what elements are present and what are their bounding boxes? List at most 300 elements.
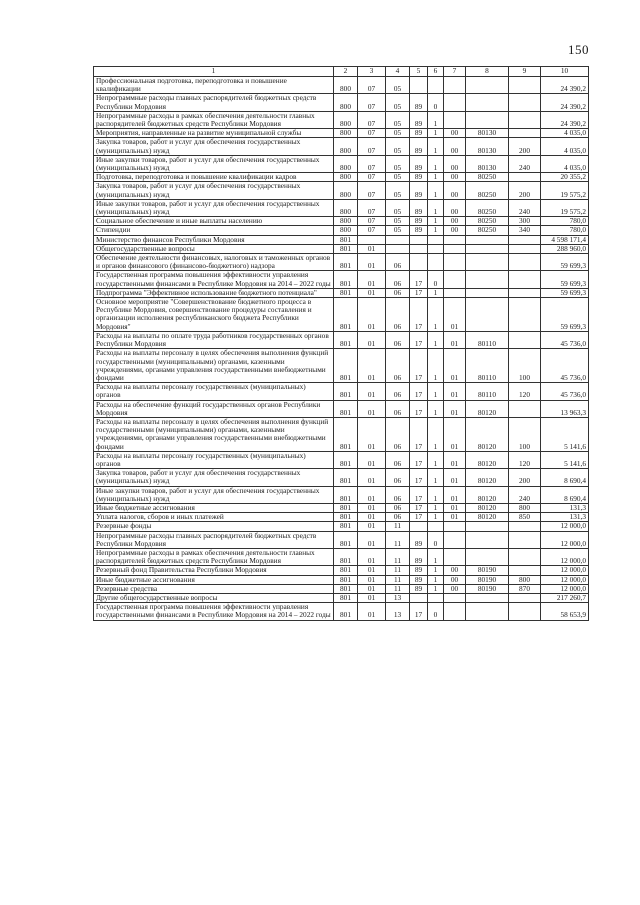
expense-type-cell — [509, 298, 541, 332]
section-code-cell: 07 — [358, 226, 386, 235]
row-name-cell: Подпрограмма "Эффективное использование бюджетного потенциала" — [94, 288, 334, 297]
row-name-cell: Иные бюджетные ассигнования — [94, 575, 334, 584]
event-code-cell — [444, 288, 466, 297]
table-header-row — [94, 67, 589, 77]
row-name-cell: Иные закупки товаров, работ и услуг для обеспечения государственных (муниципальных) нужд — [94, 486, 334, 503]
direction-code-cell — [466, 77, 509, 94]
direction-code-cell — [466, 271, 509, 288]
program-code-cell — [410, 77, 428, 94]
subprogram-code-cell: 1 — [428, 486, 444, 503]
subsection-code-cell: 06 — [386, 383, 410, 400]
gv-code-cell: 800 — [334, 199, 358, 216]
section-code-cell: 07 — [358, 129, 386, 138]
row-name-cell: Подготовка, переподготовка и повышение квалификации кадров — [94, 173, 334, 182]
table-row — [94, 331, 589, 348]
subprogram-code-cell: 0 — [428, 531, 444, 548]
direction-code-cell — [466, 593, 509, 602]
event-code-cell: 01 — [444, 451, 466, 468]
program-code-cell: 89 — [410, 173, 428, 182]
expense-type-cell: 240 — [509, 486, 541, 503]
row-name-cell: Расходы на обеспечение функций государственных органов Республики Мордовия — [94, 400, 334, 417]
row-name-cell: Иные закупки товаров, работ и услуг для обеспечения государственных (муниципальных) нужд — [94, 199, 334, 216]
direction-code-cell: 80190 — [466, 566, 509, 575]
event-code-cell: 00 — [444, 155, 466, 172]
table-row — [94, 155, 589, 172]
gv-code-cell: 801 — [334, 522, 358, 531]
program-code-cell: 89 — [410, 129, 428, 138]
table-row — [94, 566, 589, 575]
gv-code-cell: 800 — [334, 173, 358, 182]
row-name-cell: Иные закупки товаров, работ и услуг для обеспечения государственных (муниципальных) нужд — [94, 155, 334, 172]
section-code-cell: 01 — [358, 298, 386, 332]
gv-code-cell: 801 — [334, 254, 358, 271]
header-cell: 7 — [444, 67, 466, 77]
subsection-code-cell: 05 — [386, 217, 410, 226]
subsection-code-cell: 05 — [386, 199, 410, 216]
subprogram-code-cell: 0 — [428, 603, 444, 620]
expense-type-cell: 340 — [509, 226, 541, 235]
row-name-cell: Резервный фонд Правительства Республики Мордовия — [94, 566, 334, 575]
table-row — [94, 575, 589, 584]
event-code-cell — [444, 94, 466, 111]
section-code-cell: 01 — [358, 548, 386, 565]
program-code-cell: 89 — [410, 217, 428, 226]
event-code-cell — [444, 244, 466, 253]
amount-cell: 131,3 — [541, 503, 589, 512]
row-name-cell: Социальное обеспечение и иные выплаты населению — [94, 217, 334, 226]
event-code-cell — [444, 548, 466, 565]
row-name-cell: Иные бюджетные ассигнования — [94, 503, 334, 512]
subprogram-code-cell: 1 — [428, 138, 444, 155]
expense-type-cell — [509, 400, 541, 417]
amount-cell: 20 355,2 — [541, 173, 589, 182]
subsection-code-cell: 06 — [386, 451, 410, 468]
section-code-cell: 07 — [358, 173, 386, 182]
expense-type-cell: 240 — [509, 199, 541, 216]
event-code-cell: 00 — [444, 575, 466, 584]
event-code-cell: 01 — [444, 513, 466, 522]
program-code-cell — [410, 254, 428, 271]
gv-code-cell: 801 — [334, 548, 358, 565]
subprogram-code-cell: 1 — [428, 288, 444, 297]
expense-type-cell — [509, 522, 541, 531]
subsection-code-cell: 06 — [386, 486, 410, 503]
subsection-code-cell: 05 — [386, 226, 410, 235]
expense-type-cell: 120 — [509, 383, 541, 400]
expense-type-cell: 240 — [509, 155, 541, 172]
amount-cell: 19 575,2 — [541, 199, 589, 216]
expense-type-cell: 800 — [509, 503, 541, 512]
table-row — [94, 271, 589, 288]
subprogram-code-cell: 1 — [428, 469, 444, 486]
gv-code-cell: 801 — [334, 331, 358, 348]
program-code-cell: 89 — [410, 226, 428, 235]
amount-cell: 19 575,2 — [541, 182, 589, 199]
expense-type-cell — [509, 603, 541, 620]
subprogram-code-cell: 1 — [428, 173, 444, 182]
amount-cell: 780,0 — [541, 217, 589, 226]
expense-type-cell — [509, 566, 541, 575]
table-row — [94, 400, 589, 417]
row-name-cell: Расходы на выплаты персоналу в целях обеспечения выполнения функций государственными (муниципальными) органами, казенными учреждениями, органами управления государственными внебюджетными фондами — [94, 417, 334, 451]
event-code-cell: 00 — [444, 199, 466, 216]
gv-code-cell: 801 — [334, 298, 358, 332]
row-name-cell: Расходы на выплаты персоналу в целях обеспечения выполнения функций государственными (муниципальными) органами, казенными учреждениями, органами управления государственными внебюджетными фондами — [94, 349, 334, 383]
gv-code-cell: 801 — [334, 349, 358, 383]
subsection-code-cell — [386, 235, 410, 244]
gv-code-cell: 801 — [334, 244, 358, 253]
table-row — [94, 486, 589, 503]
table-row — [94, 451, 589, 468]
amount-cell: 12 000,0 — [541, 575, 589, 584]
subsection-code-cell: 05 — [386, 155, 410, 172]
subsection-code-cell: 05 — [386, 111, 410, 128]
direction-code-cell: 80110 — [466, 383, 509, 400]
event-code-cell: 01 — [444, 469, 466, 486]
expense-type-cell: 200 — [509, 469, 541, 486]
table-row — [94, 111, 589, 128]
direction-code-cell: 80250 — [466, 199, 509, 216]
expense-type-cell: 100 — [509, 417, 541, 451]
section-code-cell: 01 — [358, 469, 386, 486]
event-code-cell: 01 — [444, 331, 466, 348]
amount-cell: 24 390,2 — [541, 94, 589, 111]
gv-code-cell: 801 — [334, 503, 358, 512]
expense-type-cell: 200 — [509, 182, 541, 199]
direction-code-cell: 80190 — [466, 584, 509, 593]
program-code-cell — [410, 235, 428, 244]
event-code-cell: 01 — [444, 349, 466, 383]
expense-type-cell — [509, 288, 541, 297]
direction-code-cell — [466, 111, 509, 128]
row-name-cell: Профессиональная подготовка, переподготовка и повышение квалификации — [94, 77, 334, 94]
amount-cell: 217 260,7 — [541, 593, 589, 602]
subprogram-code-cell: 1 — [428, 548, 444, 565]
subprogram-code-cell: 1 — [428, 226, 444, 235]
direction-code-cell — [466, 522, 509, 531]
subsection-code-cell: 06 — [386, 254, 410, 271]
direction-code-cell: 80110 — [466, 349, 509, 383]
header-cell: 8 — [466, 67, 509, 77]
section-code-cell — [358, 235, 386, 244]
expense-type-cell — [509, 173, 541, 182]
amount-cell: 4 035,0 — [541, 129, 589, 138]
subsection-code-cell: 11 — [386, 575, 410, 584]
program-code-cell: 89 — [410, 566, 428, 575]
amount-cell: 59 699,3 — [541, 271, 589, 288]
direction-code-cell — [466, 254, 509, 271]
direction-code-cell: 80120 — [466, 451, 509, 468]
header-cell: 5 — [410, 67, 428, 77]
subprogram-code-cell — [428, 593, 444, 602]
table-row — [94, 173, 589, 182]
amount-cell: 5 141,6 — [541, 451, 589, 468]
program-code-cell — [410, 593, 428, 602]
table-row — [94, 417, 589, 451]
expense-type-cell — [509, 271, 541, 288]
table-row — [94, 513, 589, 522]
subprogram-code-cell: 0 — [428, 271, 444, 288]
amount-cell: 4 598 171,4 — [541, 235, 589, 244]
event-code-cell — [444, 593, 466, 602]
event-code-cell: 00 — [444, 138, 466, 155]
direction-code-cell: 80130 — [466, 155, 509, 172]
gv-code-cell: 801 — [334, 513, 358, 522]
amount-cell: 288 960,0 — [541, 244, 589, 253]
subsection-code-cell: 06 — [386, 331, 410, 348]
amount-cell: 24 390,2 — [541, 77, 589, 94]
table-row — [94, 254, 589, 271]
amount-cell: 8 690,4 — [541, 469, 589, 486]
event-code-cell: 01 — [444, 417, 466, 451]
header-cell: 3 — [358, 67, 386, 77]
subsection-code-cell: 06 — [386, 271, 410, 288]
subsection-code-cell: 13 — [386, 593, 410, 602]
gv-code-cell: 800 — [334, 77, 358, 94]
amount-cell: 12 000,0 — [541, 584, 589, 593]
gv-code-cell: 801 — [334, 531, 358, 548]
gv-code-cell: 801 — [334, 417, 358, 451]
section-code-cell: 01 — [358, 271, 386, 288]
expense-type-cell — [509, 331, 541, 348]
direction-code-cell: 80120 — [466, 400, 509, 417]
direction-code-cell — [466, 548, 509, 565]
amount-cell: 24 390,2 — [541, 111, 589, 128]
section-code-cell: 01 — [358, 513, 386, 522]
subsection-code-cell: 11 — [386, 522, 410, 531]
row-name-cell: Обеспечение деятельности финансовых, налоговых и таможенных органов и органов финансового (финансово-бюджетного) надзора — [94, 254, 334, 271]
direction-code-cell — [466, 94, 509, 111]
direction-code-cell — [466, 603, 509, 620]
expense-type-cell: 870 — [509, 584, 541, 593]
direction-code-cell — [466, 244, 509, 253]
program-code-cell: 17 — [410, 417, 428, 451]
direction-code-cell — [466, 235, 509, 244]
table-row — [94, 226, 589, 235]
direction-code-cell: 80120 — [466, 503, 509, 512]
table-row — [94, 522, 589, 531]
subsection-code-cell: 06 — [386, 503, 410, 512]
direction-code-cell — [466, 531, 509, 548]
program-code-cell: 17 — [410, 400, 428, 417]
table-body — [94, 77, 589, 621]
section-code-cell: 01 — [358, 451, 386, 468]
expense-type-cell: 200 — [509, 138, 541, 155]
expense-type-cell: 300 — [509, 217, 541, 226]
section-code-cell: 01 — [358, 566, 386, 575]
section-code-cell: 07 — [358, 217, 386, 226]
subprogram-code-cell: 1 — [428, 566, 444, 575]
subsection-code-cell: 11 — [386, 566, 410, 575]
gv-code-cell: 801 — [334, 566, 358, 575]
table-row — [94, 288, 589, 297]
section-code-cell: 07 — [358, 155, 386, 172]
event-code-cell: 00 — [444, 129, 466, 138]
header-cell: 2 — [334, 67, 358, 77]
row-name-cell: Расходы на выплаты персоналу государственных (муниципальных) органов — [94, 451, 334, 468]
gv-code-cell: 800 — [334, 138, 358, 155]
program-code-cell: 89 — [410, 584, 428, 593]
direction-code-cell: 80120 — [466, 417, 509, 451]
subprogram-code-cell — [428, 244, 444, 253]
gv-code-cell: 801 — [334, 575, 358, 584]
gv-code-cell: 801 — [334, 288, 358, 297]
direction-code-cell: 80130 — [466, 129, 509, 138]
expense-type-cell — [509, 531, 541, 548]
subsection-code-cell: 06 — [386, 288, 410, 297]
gv-code-cell: 801 — [334, 235, 358, 244]
gv-code-cell: 800 — [334, 129, 358, 138]
amount-cell: 59 699,3 — [541, 298, 589, 332]
subsection-code-cell: 05 — [386, 138, 410, 155]
header-cell: 1 — [94, 67, 334, 77]
subsection-code-cell: 13 — [386, 603, 410, 620]
event-code-cell: 01 — [444, 503, 466, 512]
table-row — [94, 235, 589, 244]
program-code-cell — [410, 522, 428, 531]
row-name-cell: Резервные фонды — [94, 522, 334, 531]
header-cell: 9 — [509, 67, 541, 77]
subprogram-code-cell: 1 — [428, 417, 444, 451]
amount-cell: 12 000,0 — [541, 531, 589, 548]
event-code-cell: 01 — [444, 400, 466, 417]
table-row — [94, 383, 589, 400]
direction-code-cell: 80120 — [466, 513, 509, 522]
gv-code-cell: 801 — [334, 584, 358, 593]
amount-cell: 4 035,0 — [541, 138, 589, 155]
gv-code-cell: 801 — [334, 593, 358, 602]
direction-code-cell: 80250 — [466, 182, 509, 199]
table-row — [94, 593, 589, 602]
amount-cell: 4 035,0 — [541, 155, 589, 172]
amount-cell: 12 000,0 — [541, 522, 589, 531]
section-code-cell: 01 — [358, 486, 386, 503]
table-row — [94, 531, 589, 548]
row-name-cell: Общегосударственные вопросы — [94, 244, 334, 253]
event-code-cell — [444, 522, 466, 531]
row-name-cell: Государственная программа повышения эффективности управления государственными финансами в Республике Мордовия на 2014 – 2022 годы — [94, 603, 334, 620]
section-code-cell: 01 — [358, 417, 386, 451]
expense-type-cell — [509, 129, 541, 138]
table-row — [94, 244, 589, 253]
row-name-cell: Непрограммные расходы главных распорядителей бюджетных средств Республики Мордовия — [94, 531, 334, 548]
section-code-cell: 01 — [358, 331, 386, 348]
section-code-cell: 07 — [358, 138, 386, 155]
row-name-cell: Мероприятия, направленные на развитие муниципальной службы — [94, 129, 334, 138]
program-code-cell: 89 — [410, 199, 428, 216]
event-code-cell: 00 — [444, 182, 466, 199]
amount-cell: 58 653,9 — [541, 603, 589, 620]
event-code-cell — [444, 254, 466, 271]
header-cell: 6 — [428, 67, 444, 77]
subprogram-code-cell: 1 — [428, 111, 444, 128]
gv-code-cell: 801 — [334, 469, 358, 486]
subsection-code-cell: 05 — [386, 129, 410, 138]
subprogram-code-cell: 1 — [428, 331, 444, 348]
gv-code-cell: 800 — [334, 94, 358, 111]
table-row — [94, 199, 589, 216]
table-row — [94, 182, 589, 199]
gv-code-cell: 801 — [334, 486, 358, 503]
program-code-cell: 17 — [410, 298, 428, 332]
section-code-cell: 07 — [358, 199, 386, 216]
row-name-cell: Другие общегосударственные вопросы — [94, 593, 334, 602]
gv-code-cell: 800 — [334, 217, 358, 226]
program-code-cell — [410, 244, 428, 253]
expense-type-cell: 850 — [509, 513, 541, 522]
subprogram-code-cell: 1 — [428, 199, 444, 216]
subprogram-code-cell — [428, 522, 444, 531]
page-number: 150 — [568, 42, 589, 57]
program-code-cell: 17 — [410, 513, 428, 522]
program-code-cell: 17 — [410, 451, 428, 468]
amount-cell: 45 736,0 — [541, 331, 589, 348]
row-name-cell: Непрограммные расходы в рамках обеспечения деятельности главных распорядителей бюджетных средств Республики Мордовия — [94, 548, 334, 565]
table-row — [94, 217, 589, 226]
section-code-cell: 01 — [358, 584, 386, 593]
subprogram-code-cell: 1 — [428, 349, 444, 383]
section-code-cell: 01 — [358, 593, 386, 602]
subsection-code-cell: 11 — [386, 584, 410, 593]
program-code-cell: 17 — [410, 503, 428, 512]
subprogram-code-cell — [428, 235, 444, 244]
direction-code-cell: 80120 — [466, 469, 509, 486]
table-row — [94, 77, 589, 94]
subsection-code-cell: 06 — [386, 400, 410, 417]
subsection-code-cell — [386, 244, 410, 253]
row-name-cell: Государственная программа повышения эффективности управления государственными финансами в Республике Мордовия на 2014 – 2022 годы — [94, 271, 334, 288]
row-name-cell: Закупка товаров, работ и услуг для обеспечения государственных (муниципальных) нужд — [94, 138, 334, 155]
subprogram-code-cell: 1 — [428, 503, 444, 512]
event-code-cell — [444, 531, 466, 548]
direction-code-cell: 80130 — [466, 138, 509, 155]
direction-code-cell: 80250 — [466, 173, 509, 182]
section-code-cell: 07 — [358, 94, 386, 111]
expense-type-cell — [509, 111, 541, 128]
table-row — [94, 603, 589, 620]
row-name-cell: Расходы на выплаты по оплате труда работников государственных органов Республики Мордовия — [94, 331, 334, 348]
gv-code-cell: 801 — [334, 383, 358, 400]
gv-code-cell: 800 — [334, 111, 358, 128]
subprogram-code-cell — [428, 254, 444, 271]
subprogram-code-cell: 1 — [428, 513, 444, 522]
subsection-code-cell: 05 — [386, 182, 410, 199]
gv-code-cell: 800 — [334, 155, 358, 172]
event-code-cell: 01 — [444, 486, 466, 503]
amount-cell: 59 699,3 — [541, 288, 589, 297]
section-code-cell: 01 — [358, 503, 386, 512]
event-code-cell: 01 — [444, 298, 466, 332]
row-name-cell: Расходы на выплаты персоналу государственных (муниципальных) органов — [94, 383, 334, 400]
subprogram-code-cell: 1 — [428, 129, 444, 138]
program-code-cell: 17 — [410, 469, 428, 486]
program-code-cell: 17 — [410, 603, 428, 620]
gv-code-cell: 800 — [334, 182, 358, 199]
gv-code-cell: 800 — [334, 226, 358, 235]
program-code-cell: 17 — [410, 331, 428, 348]
row-name-cell: Министерство финансов Республики Мордовия — [94, 235, 334, 244]
amount-cell: 13 963,3 — [541, 400, 589, 417]
gv-code-cell: 801 — [334, 603, 358, 620]
event-code-cell — [444, 111, 466, 128]
event-code-cell: 00 — [444, 584, 466, 593]
amount-cell: 780,0 — [541, 226, 589, 235]
expense-type-cell: 120 — [509, 451, 541, 468]
subsection-code-cell: 06 — [386, 349, 410, 383]
section-code-cell: 01 — [358, 531, 386, 548]
amount-cell: 5 141,6 — [541, 417, 589, 451]
subsection-code-cell: 11 — [386, 548, 410, 565]
